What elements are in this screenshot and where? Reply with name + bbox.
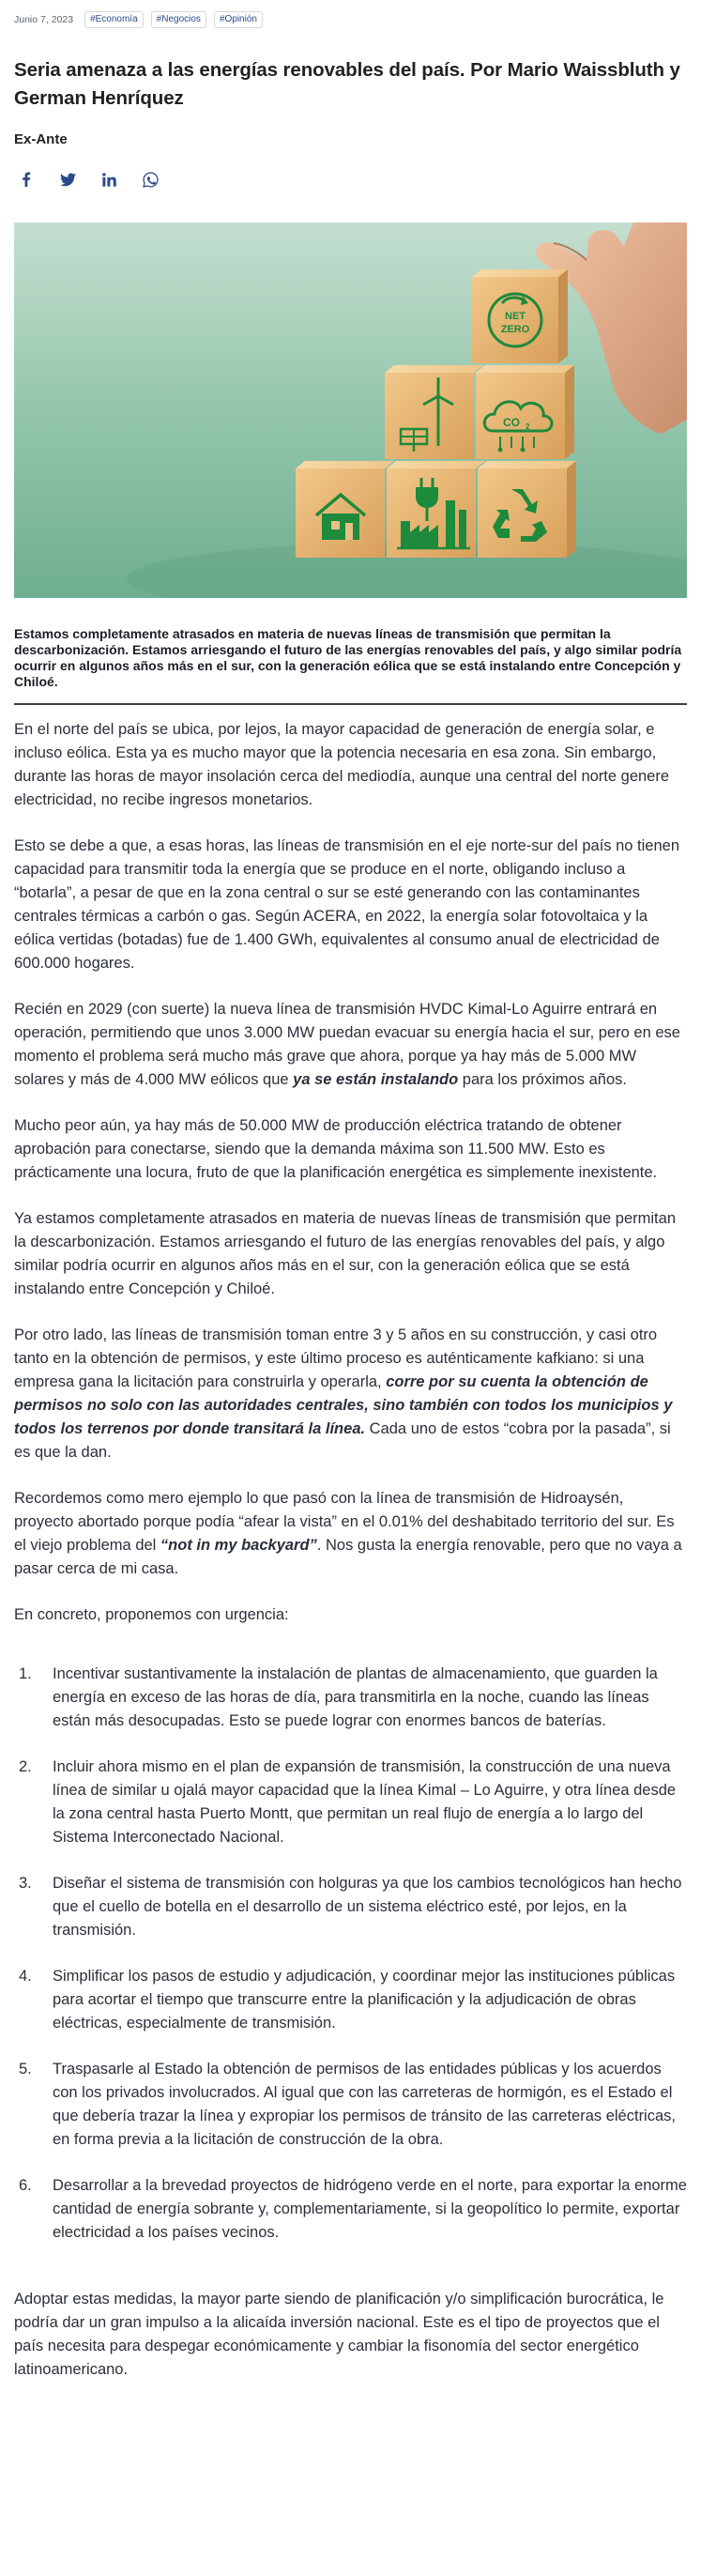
net-zero-blocks-illustration (14, 222, 687, 598)
linkedin-share-button[interactable] (97, 168, 121, 191)
tag-negocios[interactable]: #Negocios (151, 11, 206, 28)
list-item-text: Simplificar los pasos de estudio y adjudicación, y coordinar mejor las instituciones públicas para acortar el tiempo que transcurre entre la planificación y la adjudicación de obras eléctricas, especialmente de transmisión. (53, 1968, 676, 2032)
article-author: Ex-Ante (14, 131, 68, 147)
co2-subscript: 2 (526, 422, 530, 431)
article-meta (14, 11, 687, 28)
facebook-share-button[interactable] (14, 168, 38, 191)
list-item (14, 1756, 687, 1849)
paragraph-8: En concreto, proponemos con urgencia: (14, 1606, 289, 1623)
paragraph-7-text-b: . Nos gusta la energía renovable, pero que no vaya a pasar cerca de mi casa. (14, 1537, 682, 1577)
list-item-text: Incluir ahora mismo en el plan de expansión de transmisión, la construcción de una nueva línea de similar u ojalá mayor capacidad que la línea Kimal – Lo Aguirre, y otra línea desde la zona central hasta Puerto Montt, que permitan un real flujo de energía a lo largo del Sistema Interconectado Nacional. (53, 1758, 677, 1846)
paragraph-3-text-b: para los próximos años. (458, 1071, 627, 1088)
list-item (14, 2174, 687, 2245)
proposals-list (14, 1663, 687, 2245)
paragraph-7-text-a: Recordemos como mero ejemplo lo que pasó con la línea de transmisión de Hidroaysén, proyecto abortado porque podía “afear la vista” en el 0.01% del deshabitado territorio del sur. Es el viejo problema del (14, 1490, 675, 1554)
paragraph-7-emphasis: “not in my backyard” (160, 1537, 317, 1554)
article-title: Seria amenaza a las energías renovables del país. Por Mario Waissbluth y German Henríquez (14, 59, 680, 109)
twitter-share-button[interactable] (55, 168, 80, 191)
paragraph-3 (14, 998, 687, 1092)
paragraph-6 (14, 1324, 687, 1464)
publish-date: Junio 7, 2023 (14, 14, 74, 25)
share-bar (14, 168, 687, 191)
list-item-number: 1. (19, 1665, 32, 1682)
paragraph-7 (14, 1487, 687, 1581)
whatsapp-share-button[interactable] (138, 168, 162, 191)
list-item-text: Diseñar el sistema de transmisión con holguras ya que los cambios tecnológicos han hecho que el cuello de botella en el desarrollo de un sistema eléctrico esté, por lejos, en la transmisión. (53, 1875, 682, 1939)
list-item (14, 1872, 687, 1942)
list-item-number: 2. (19, 1758, 32, 1775)
paragraph-6-emphasis: corre por su cuenta la obtención de permisos no solo con las autoridades centrales, sino también con todos los municipios y todos los terrenos por donde transitará la línea. (14, 1373, 673, 1437)
paragraph-4: Mucho peor aún, ya hay más de 50.000 MW de producción eléctrica tratando de obtener aprobación para conectarse, siendo que la demanda máxima son 11.500 MW. Esto es prácticamente una locura, fruto de que la planificación energética es simplemente inexistente. (14, 1117, 658, 1181)
paragraph-3-text-a: Recién en 2029 (con suerte) la nueva línea de transmisión HVDC Kimal-Lo Aguirre entrará en operación, permitiendo que unos 3.000 MW puedan evacuar su energía hacia el sur, pero en ese momento el problema será mucho más grave que ahora, porque ya hay más de 5.000 MW solares y más de 4.000 MW eólicos que (14, 1001, 680, 1088)
list-item (14, 2058, 687, 2152)
article-body (14, 718, 687, 2382)
linkedin-icon (102, 173, 116, 187)
twitter-icon (60, 173, 76, 187)
tag-opinion[interactable]: #Opinión (214, 11, 263, 28)
list-item-number: 4. (19, 1968, 32, 1985)
net-zero-badge-line1: NET (505, 311, 526, 322)
co2-label: CO (503, 416, 520, 429)
paragraph-3-emphasis: ya se están instalando (293, 1071, 459, 1088)
article-lead: Estamos completamente atrasados en materia de nuevas líneas de transmisión que permitan la descarbonización. Estamos arriesgando el futuro de las energías renovables del país, y algo similar podría ocurrir en algunos años más en el sur, con la generación eólica que se está instalando entre Concepción y Chiloé. (14, 626, 687, 705)
paragraph-2: Esto se debe a que, a esas horas, las líneas de transmisión en el eje norte-sur del país no tienen capacidad para transmitir toda la energía que se produce en el norte, obligando incluso a “botarla”, a pesar de que en la zona central o sur se esté generando con las contaminantes centrales térmicas a carbón o gas. Según ACERA, en 2022, la energía solar fotovoltaica y la eólica vertidas (botadas) fue de 1.400 GWh, equivalentes al consumo anual de electricidad de 600.000 hogares. (14, 837, 680, 972)
paragraph-1: En el norte del país se ubica, por lejos, la mayor capacidad de generación de energía solar, e incluso eólica. Esta ya es mucho mayor que la potencia necesaria en esa zona. Sin embargo, durante las horas de mayor insolación cerca del mediodía, aunque una central del norte genere electricidad, no recibe ingresos monetarios. (14, 721, 670, 808)
list-item-text: Incentivar sustantivamente la instalación de plantas de almacenamiento, que guarden la energía en exceso de las horas de día, para transmitirla en la noche, cuando las líneas están más desocupadas. Esto se puede lograr con enormes bancos de baterías. (53, 1665, 658, 1729)
paragraph-5: Ya estamos completamente atrasados en materia de nuevas líneas de transmisión que permitan la descarbonización. Estamos arriesgando el futuro de las energías renovables del país, y algo similar podría ocurrir en algunos años más en el sur, con la generación eólica que se está instalando entre Concepción y Chiloé. (14, 1210, 676, 1297)
list-item-number: 6. (19, 2177, 32, 2194)
net-zero-badge-line2: ZERO (500, 324, 530, 335)
hero-image (14, 222, 687, 598)
list-item-number: 5. (19, 2061, 32, 2078)
list-item (14, 1663, 687, 1733)
list-item-number: 3. (19, 1875, 32, 1892)
paragraph-6-text-a: Por otro lado, las líneas de transmisión toman entre 3 y 5 años en su construcción, y casi otro tanto en la obtención de permisos, y este último proceso es auténticamente kafkiano: si una empresa gana la licitación para construirla y operarla, (14, 1326, 658, 1390)
list-item-text: Desarrollar a la brevedad proyectos de hidrógeno verde en el norte, para exportar la enorme cantidad de energía sobrante y, complementariamente, si la geopolítico lo permite, exportar electricidad a los países vecinos. (53, 2177, 687, 2241)
closing-paragraph: Adoptar estas medidas, la mayor parte siendo de planificación y/o simplificación burocrática, le podría dar un gran impulso a la alicaída inversión nacional. Este es el tipo de proyectos que el país necesita para despegar económicamente y cambiar la fisonomía del sector energético latinoamericano. (14, 2291, 664, 2378)
paragraph-6-text-b: Cada uno de estos “cobra por la pasada”, si es que la dan. (14, 1420, 671, 1461)
tag-economia[interactable]: #Economía (84, 11, 144, 28)
list-item (14, 1965, 687, 2035)
whatsapp-icon (143, 172, 159, 188)
list-item-text: Traspasarle al Estado la obtención de permisos de las entidades públicas y los acuerdos con los privados involucrados. Al igual que con las carreteras de hormigón, es el Estado el que debería trazar la línea y expropiar los permisos de tránsito de las carreteras eléctricas, en forma previa a la licitación de construcción de la obra. (53, 2061, 676, 2148)
facebook-icon (20, 172, 33, 187)
